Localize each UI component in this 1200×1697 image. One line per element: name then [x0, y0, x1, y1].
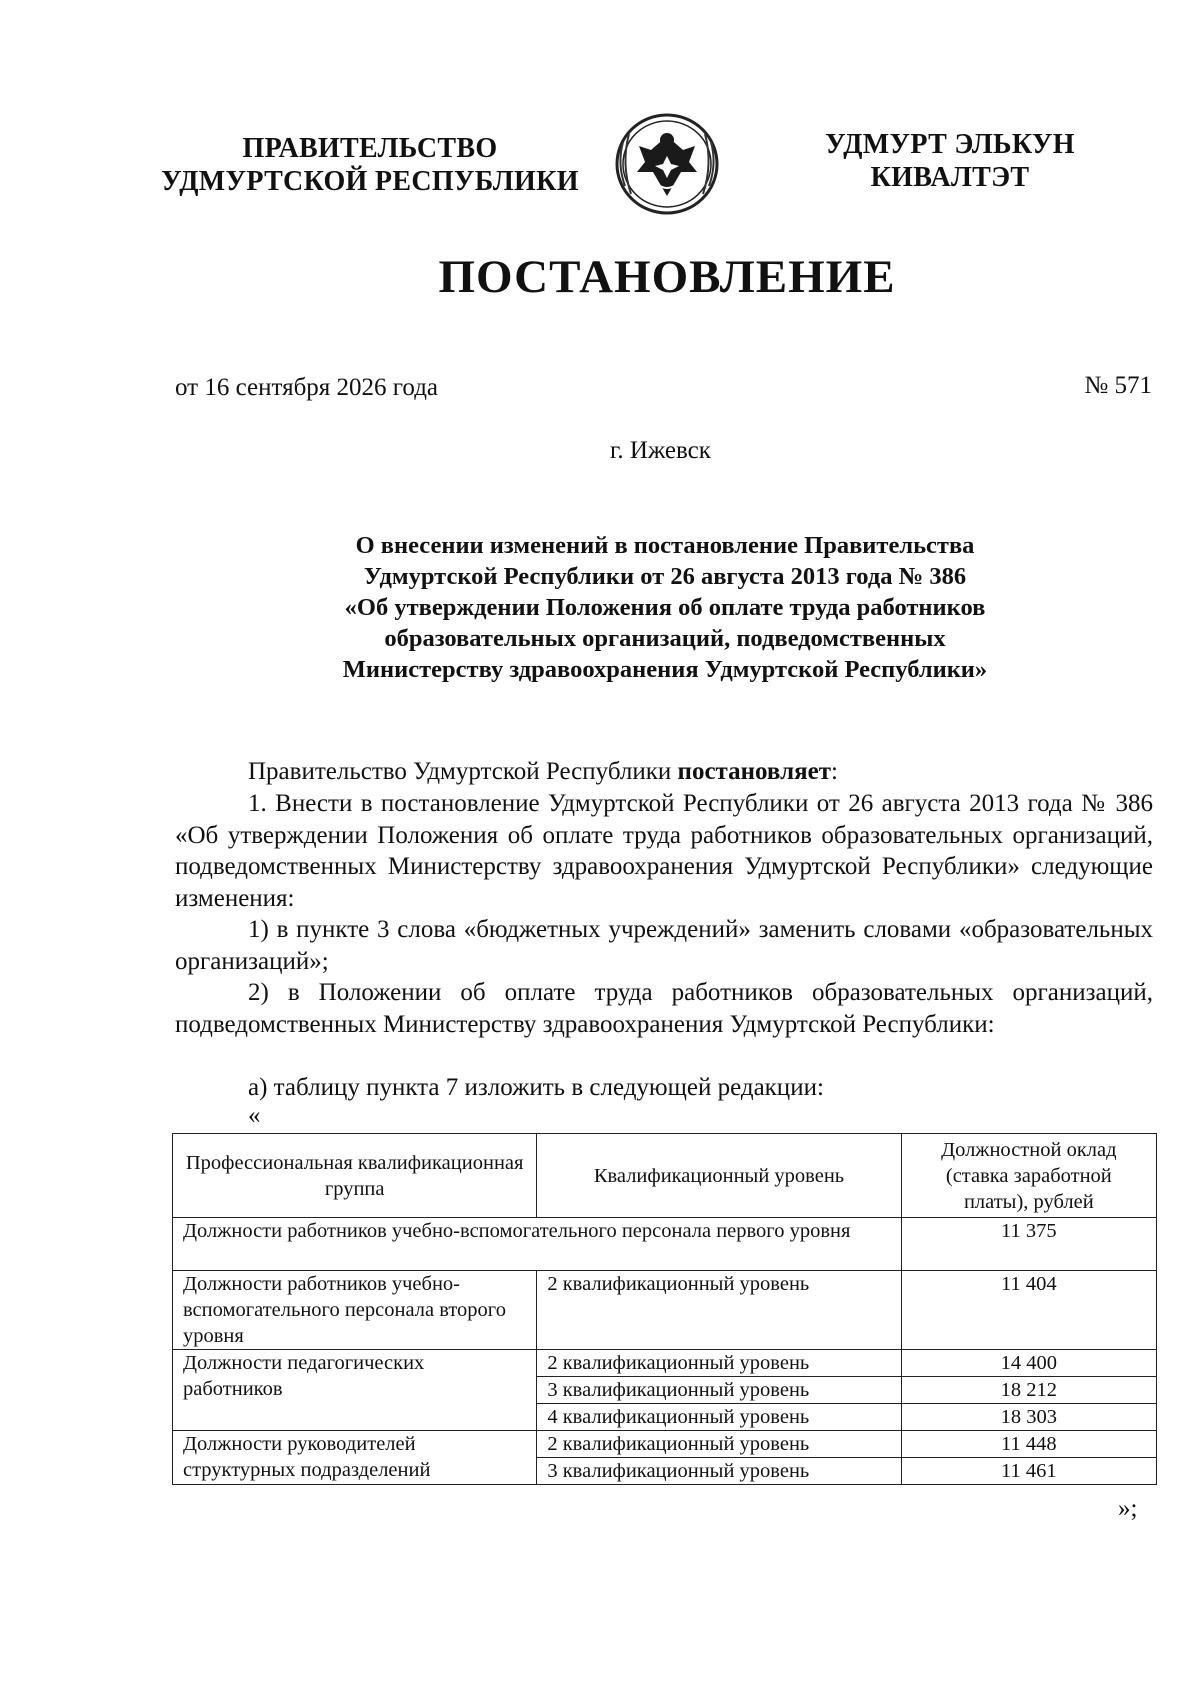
group-cell: Должности руководителей структурных подразделений — [173, 1431, 537, 1485]
header-left-line1: ПРАВИТЕЛЬСТВО — [242, 133, 498, 164]
subparagraph-1: 1) в пункте 3 слова «бюджетных учреждений» заменить словами «образовательных организаций»; — [175, 916, 1153, 975]
header-right-line2: КИВАЛТЭТ — [870, 162, 1030, 193]
table-row — [173, 1218, 1157, 1271]
intro-prefix: Правительство Удмуртской Республики — [248, 758, 678, 785]
level-cell: 2 квалификационный уровень — [537, 1271, 901, 1350]
group-cell: Должности работников учебно-вспомогательного персонала второго уровня — [173, 1271, 537, 1350]
level-cell: 2 квалификационный уровень — [537, 1431, 901, 1458]
subparagraph-a: а) таблицу пункта 7 изложить в следующей редакции: — [248, 1074, 824, 1101]
salary-cell: 11 461 — [901, 1458, 1156, 1485]
salary-cell: 18 303 — [901, 1404, 1156, 1431]
paragraph-1: 1. Внести в постановление Удмуртской Республики от 26 августа 2013 года № 386 «Об утверждении Положения об оплате труда работников образовательных организаций, подведомственных Министерству здравоохранения Удмуртской Республики» следующие изменения: — [175, 790, 1153, 912]
salary-cell: 14 400 — [901, 1350, 1156, 1377]
intro-keyword: постановляет — [677, 758, 832, 785]
level-cell: 2 квалификационный уровень — [537, 1350, 901, 1377]
document-type: ПОСТАНОВЛЕНИЕ — [438, 251, 896, 303]
udmurt-coat-of-arms-icon — [611, 112, 723, 216]
title-line: образовательных организаций, подведомственных — [384, 625, 946, 652]
header-level: Квалификационный уровень — [537, 1134, 901, 1218]
subparagraph-2: 2) в Положении об оплате труда работников образовательных организаций, подведомственных Министерству здравоохранения Удмуртской Республики: — [175, 979, 1153, 1038]
header-salary: Должностной оклад (ставка заработной платы), рублей — [901, 1134, 1156, 1218]
group-cell: Должности работников учебно-вспомогательного персонала первого уровня — [173, 1218, 902, 1271]
document-title — [250, 530, 1080, 685]
salary-cell: 11 448 — [901, 1431, 1156, 1458]
intro-suffix: : — [831, 758, 838, 785]
header-left-line2: УДМУРТСКОЙ РЕСПУБЛИКИ — [161, 166, 579, 197]
header-group: Профессиональная квалификационная группа — [173, 1134, 537, 1218]
salary-cell: 18 212 — [901, 1377, 1156, 1404]
level-cell: 4 квалификационный уровень — [537, 1404, 901, 1431]
title-line: Удмуртской Республики от 26 августа 2013 года № 386 — [363, 563, 967, 590]
title-line: Министерству здравоохранения Удмуртской Республики» — [342, 656, 988, 683]
table-close-quote: »; — [1118, 1495, 1138, 1522]
header-left — [150, 132, 590, 198]
salary-cell: 11 375 — [901, 1218, 1156, 1271]
title-line: О внесении изменений в постановление Правительства — [355, 532, 975, 559]
table-row — [173, 1271, 1157, 1350]
level-cell: 3 квалификационный уровень — [537, 1377, 901, 1404]
group-cell: Должности педагогических работников — [173, 1350, 537, 1431]
document-number: № 571 — [1084, 372, 1152, 399]
level-cell: 3 квалификационный уровень — [537, 1458, 901, 1485]
document-city: г. Ижевск — [610, 437, 711, 464]
salary-cell: 11 404 — [901, 1271, 1156, 1350]
table-open-quote: « — [248, 1102, 261, 1129]
table-row — [173, 1431, 1157, 1458]
document-date: от 16 сентября 2026 года — [175, 374, 439, 401]
table-row — [173, 1350, 1157, 1377]
table-header-row — [173, 1134, 1157, 1218]
intro-paragraph — [175, 756, 1153, 788]
header-right-line1: УДМУРТ ЭЛЬКУН — [825, 129, 1075, 160]
salary-table — [172, 1133, 1157, 1485]
title-line: «Об утверждении Положения об оплате труда работников — [344, 594, 986, 621]
header-right — [800, 128, 1100, 194]
